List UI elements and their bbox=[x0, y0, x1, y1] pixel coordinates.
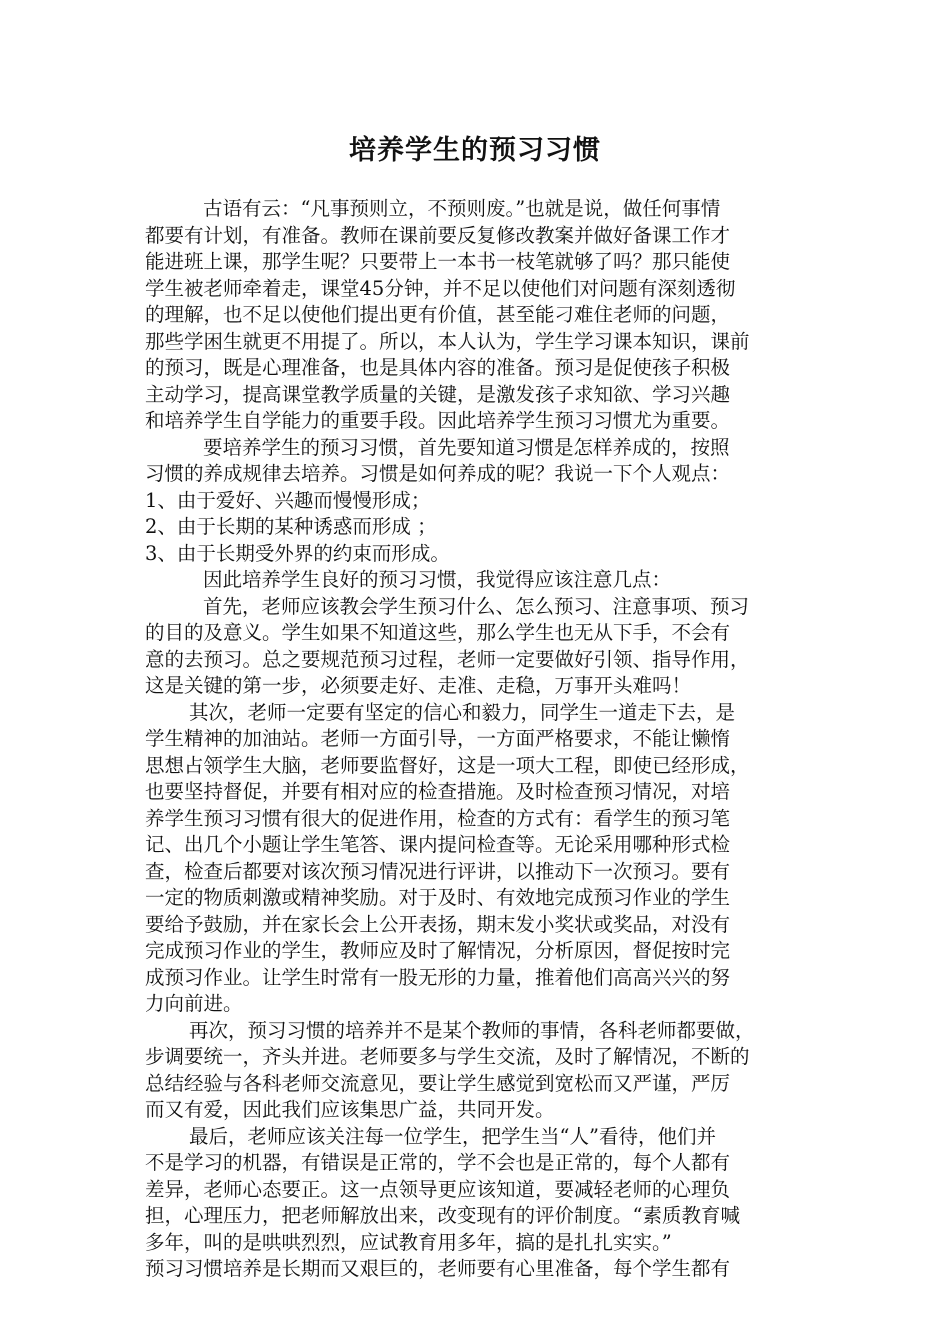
text-line: 不是学习的机器，有错误是正常的，学不会也是正常的，每个人都有 bbox=[145, 1151, 731, 1174]
text-line: 而又有爱，因此我们应该集思广益，共同开发。 bbox=[145, 1098, 555, 1121]
text-line: 要给予鼓励，并在家长会上公开表扬，期末发小奖状或奖品，对没有 bbox=[145, 912, 731, 936]
text-line: 差异，老师心态要正。这一点领导更应该知道，要减轻老师的心理负 bbox=[145, 1177, 731, 1201]
text-line: 和培养学生自学能力的重要手段。因此培养学生预习习惯尤为重要。 bbox=[145, 409, 731, 432]
text-line: 多年，叫的是哄哄烈烈，应试教育用多年，搞的是扎扎实实。” bbox=[145, 1230, 672, 1254]
text-line: 首先，老师应该教会学生预习什么、怎么预习、注意事项、预习 bbox=[203, 594, 750, 618]
text-line: 其次，老师一定要有坚定的信心和毅力，同学生一道走下去，是 bbox=[189, 700, 736, 724]
text-line: 查，检查后都要对该次预习情况进行评讲，以推动下一次预习。要有 bbox=[145, 859, 731, 883]
text-line: 成预习作业。让学生时常有一股无形的力量，推着他们高高兴兴的努 bbox=[145, 965, 731, 989]
text-line: 主动学习，提高课堂教学质量的关键，是激发孩子求知欲、学习兴趣 bbox=[145, 382, 731, 406]
text-line: 完成预习作业的学生，教师应及时了解情况，分析原因，督促按时完 bbox=[145, 939, 731, 962]
text-line: 习惯的养成规律去培养。习惯是如何养成的呢？我说一下个人观点： bbox=[145, 462, 731, 485]
text-line: 的预习，既是心理准备，也是具体内容的准备。预习是促使孩子积极 bbox=[145, 356, 731, 379]
text-line: 担，心理压力，把老师解放出来，改变现有的评价制度。“素质教育喊 bbox=[145, 1204, 740, 1227]
document-title: 培养学生的预习习惯 bbox=[349, 135, 601, 166]
text-line: 古语有云：“凡事预则立，不预则废。”也就是说，做任何事情 bbox=[203, 197, 721, 220]
text-line: 那些学困生就更不用提了。所以，本人认为，学生学习课本知识，课前 bbox=[145, 329, 750, 353]
text-line: 的目的及意义。学生如果不知道这些，那么学生也无从下手，不会有 bbox=[145, 621, 731, 644]
text-line: 意的去预习。总之要规范预习过程，老师一定要做好引领、指导作用， bbox=[145, 647, 750, 671]
document-body bbox=[145, 196, 815, 1283]
text-line: 养学生预习习惯有很大的促进作用，检查的方式有：看学生的预习笔 bbox=[145, 806, 731, 830]
text-line: 因此培养学生良好的预习习惯，我觉得应该注意几点： bbox=[203, 568, 672, 591]
text-line: 再次，预习习惯的培养并不是某个教师的事情，各科老师都要做， bbox=[189, 1018, 755, 1042]
text-line: 2、由于长期的某种诱惑而形成 ； bbox=[145, 515, 437, 538]
text-line: 能进班上课，那学生呢？只要带上一本书一枝笔就够了吗？那只能使 bbox=[145, 250, 731, 273]
text-line: 步调要统一，齐头并进。老师要多与学生交流，及时了解情况，不断的 bbox=[145, 1045, 750, 1068]
text-line: 力向前进。 bbox=[145, 992, 243, 1015]
text-line: 也要坚持督促，并要有相对应的检查措施。及时检查预习情况，对培 bbox=[145, 780, 731, 803]
text-line: 要培养学生的预习习惯，首先要知道习惯是怎样养成的，按照 bbox=[203, 435, 730, 459]
text-line: 的理解，也不足以使他们提出更有价值，甚至能刁难住老师的问题， bbox=[145, 303, 731, 326]
text-line: 3、由于长期受外界的约束而形成。 bbox=[145, 541, 450, 565]
text-line: 总结经验与各科老师交流意见，要让学生感觉到宽松而又严谨，严厉 bbox=[145, 1071, 731, 1095]
text-line: 学生被老师牵着走，课堂45分钟，并不足以使他们对问题有深刻透彻 bbox=[145, 276, 736, 300]
text-line: 一定的物质刺激或精神奖励。对于及时、有效地完成预习作业的学生 bbox=[145, 886, 731, 909]
text-line: 都要有计划，有准备。教师在课前要反复修改教案并做好备课工作才 bbox=[145, 223, 731, 247]
text-line: 这是关键的第一步，必须要走好、走准、走稳，万事开头难吗！ bbox=[145, 674, 692, 697]
text-line: 思想占领学生大脑，老师要监督好，这是一项大工程，即使已经形成， bbox=[145, 753, 750, 777]
text-line: 记、出几个小题让学生笔答、课内提问检查等。无论采用哪种形式检 bbox=[145, 833, 731, 856]
text-line: 1、由于爱好、兴趣而慢慢形成； bbox=[145, 488, 431, 512]
text-line: 最后，老师应该关注每一位学生，把学生当“人”看待，他们并 bbox=[189, 1124, 716, 1148]
text-line: 学生精神的加油站。老师一方面引导，一方面严格要求，不能让懒惰 bbox=[145, 727, 731, 750]
text-line: 预习习惯培养是长期而又艰巨的，老师要有心里准备，每个学生都有 bbox=[145, 1257, 731, 1280]
